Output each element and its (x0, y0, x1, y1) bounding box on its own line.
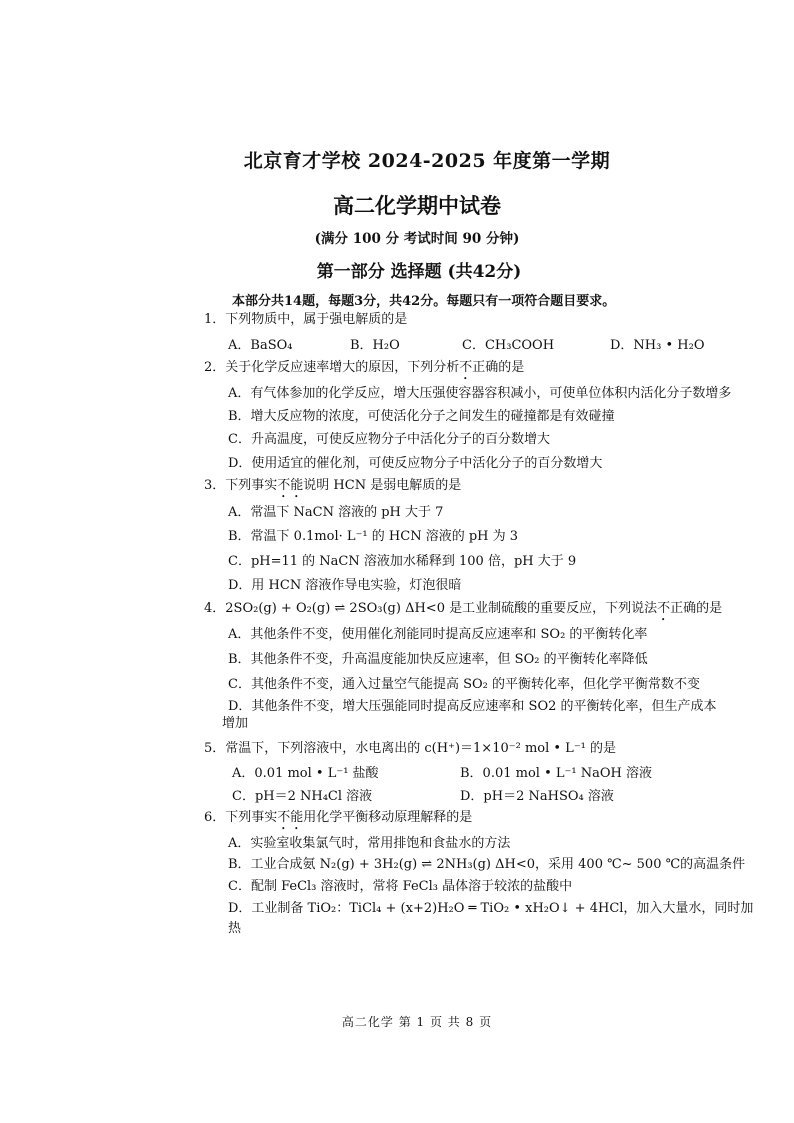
emphasis-mark: 不能 (277, 810, 304, 825)
question-4-option-c: C．其他条件不变，通入过量空气能提高 SO₂ 的平衡转化率，但化学平衡常数不变 (228, 677, 700, 692)
question-4-stem: 4．2SO₂(g) + O₂(g) ⇌ 2SO₃(g) ΔH<0 是工业制硫酸的重要反应，下列说法不正确的是 (204, 601, 723, 616)
question-4-option-a: A．其他条件不变，使用催化剂能同时提高反应速率和 SO₂ 的平衡转化率 (228, 627, 648, 642)
question-1-stem: 1．下列物质中，属于强电解质的是 (204, 312, 408, 327)
question-5-option-b: B．0.01 mol • L⁻¹ NaOH 溶液 (460, 766, 652, 781)
question-1-option-c: C．CH₃COOH (462, 338, 555, 353)
question-4-option-b: B．其他条件不变，升高温度能加快反应速率，但 SO₂ 的平衡转化率降低 (228, 652, 648, 667)
question-6-option-b: B．工业合成氨 N₂(g) + 3H₂(g) ⇌ 2NH₃(g) ΔH<0，采用 400 ℃~ 500 ℃的高温条件 (228, 857, 746, 872)
exam-title: 高二化学期中试卷 (333, 193, 501, 218)
question-6-option-d-continued: 热 (228, 921, 242, 936)
question-3-stem: 3．下列事实不能说明 HCN 是弱电解质的是 (204, 478, 462, 493)
question-3-option-d: D．用 HCN 溶液作导电实验，灯泡很暗 (228, 578, 462, 593)
question-2-option-c: C．升高温度，可使反应物分子中活化分子的百分数增大 (228, 432, 550, 447)
emphasis-mark: 不 (657, 601, 671, 616)
question-6-option-d: D．工业制备 TiO₂：TiCl₄ + (x+2)H₂O ═ TiO₂ • xH₂O↓ + 4HCl，加入大量水，同时加 (228, 901, 754, 916)
section-intro: 本部分共14题，每题3分，共42分。每题只有一项符合题目要求。 (232, 294, 616, 309)
question-1-option-a: A．BaSO₄ (228, 338, 293, 353)
question-4-option-d-continued: 增加 (222, 716, 249, 731)
exam-info: (满分 100 分 考试时间 90 分钟) (314, 231, 520, 247)
question-6-option-a: A．实验室收集氯气时，常用排饱和食盐水的方法 (228, 836, 511, 851)
emphasis-mark: 不 (459, 360, 473, 375)
question-1-option-b: B．H₂O (350, 338, 400, 353)
question-5-option-a: A．0.01 mol • L⁻¹ 盐酸 (232, 766, 379, 781)
section-title: 第一部分 选择题 (共42分) (316, 262, 522, 282)
school-title: 北京育才学校 2024-2025 年度第一学期 (243, 150, 611, 172)
question-2-option-a: A．有气体参加的化学反应，增大压强使容器容积减小，可使单位体积内活化分子数增多 (228, 386, 732, 401)
question-3-option-c: C．pH=11 的 NaCN 溶液加水稀释到 100 倍，pH 大于 9 (228, 554, 577, 569)
question-2-option-b: B．增大反应物的浓度，可使活化分子之间发生的碰撞都是有效碰撞 (228, 409, 615, 424)
question-6-stem: 6．下列事实不能用化学平衡移动原理解释的是 (204, 810, 473, 825)
question-5-stem: 5．常温下，下列溶液中，水电离出的 c(H⁺)＝1×10⁻² mol • L⁻¹ 的是 (204, 741, 617, 756)
question-6-option-c: C．配制 FeCl₃ 溶液时，常将 FeCl₃ 晶体溶于较浓的盐酸中 (228, 879, 573, 894)
question-2-option-d: D．使用适宜的催化剂，可使反应物分子中活化分子的百分数增大 (228, 456, 603, 471)
question-5-option-d: D．pH＝2 NaHSO₄ 溶液 (460, 789, 614, 804)
emphasis-mark: 不能 (277, 478, 304, 493)
question-1-option-d: D．NH₃ • H₂O (610, 338, 705, 353)
question-2-stem: 2．关于化学反应速率增大的原因，下列分析不正确的是 (204, 360, 525, 375)
question-4-option-d: D．其他条件不变，增大压强能同时提高反应速率和 SO2 的平衡转化率，但生产成本 (228, 699, 717, 714)
question-3-option-b: B．常温下 0.1mol· L⁻¹ 的 HCN 溶液的 pH 为 3 (228, 529, 519, 544)
page-footer: 高二化学 第 1 页 共 8 页 (341, 1015, 493, 1029)
question-5-option-c: C．pH＝2 NH₄Cl 溶液 (232, 789, 373, 804)
question-3-option-a: A．常温下 NaCN 溶液的 pH 大于 7 (228, 505, 444, 520)
